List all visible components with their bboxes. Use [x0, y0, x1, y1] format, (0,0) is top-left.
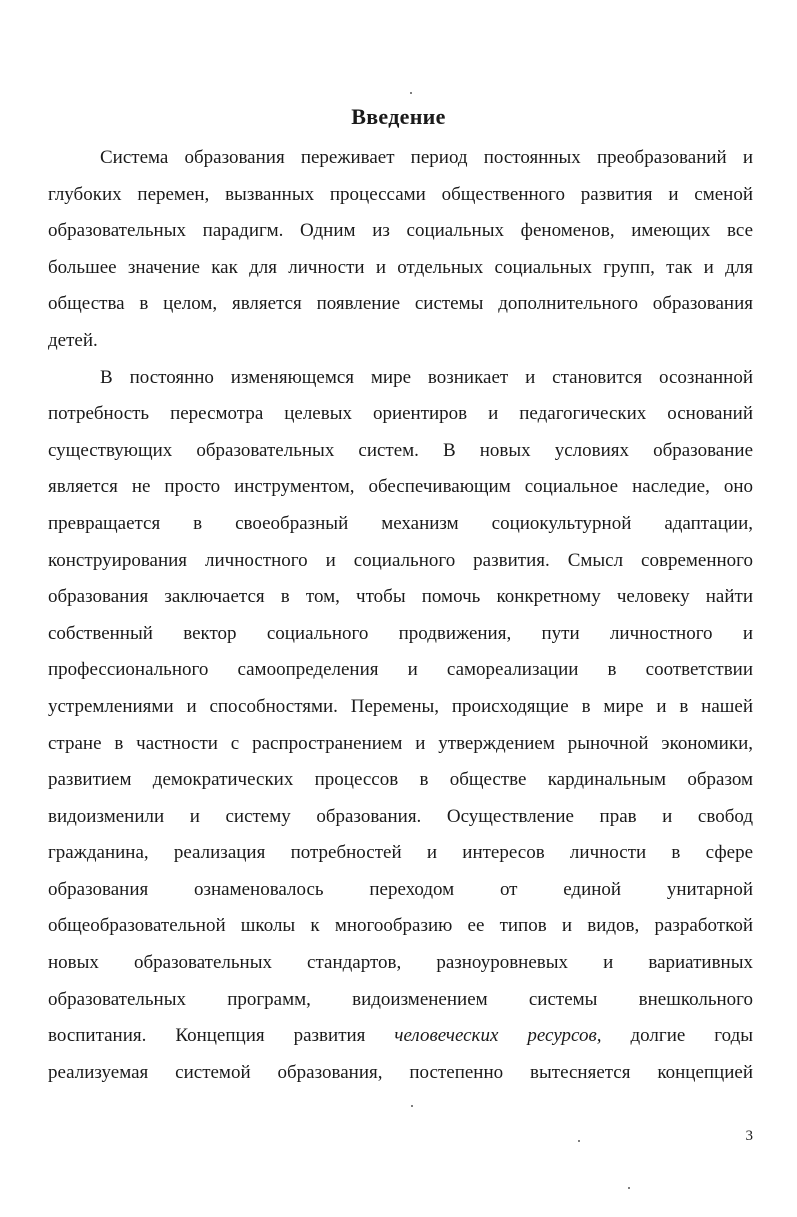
text-line: детей.: [48, 329, 98, 351]
scan-speck: [410, 92, 412, 94]
body-text: [48, 140, 753, 1091]
text-line: глубоких перемен, вызванных процессами общественного развития и сменой: [48, 183, 753, 205]
text-line: превращается в своеобразный механизм социокультурной адаптации,: [48, 512, 753, 534]
text-line-with-emphasis: [48, 1018, 753, 1055]
text-line: устремлениями и способностями. Перемены, происходящие в мире и в нашей: [48, 695, 753, 717]
text-line: профессионального самоопределения и самореализации в соответствии: [48, 659, 753, 681]
text-line: видоизменили и систему образования. Осуществление прав и свобод: [48, 805, 753, 827]
text-line: образования ознаменовалось переходом от единой унитарной: [48, 878, 753, 900]
text-line: новых образовательных стандартов, разноуровневых и вариативных: [48, 952, 753, 974]
text-line: потребность пересмотра целевых ориентиров и педагогических оснований: [48, 403, 753, 425]
text-line: общеобразовательной школы к многообразию ее типов и видов, разработкой: [48, 915, 753, 937]
scan-speck: [628, 1187, 630, 1189]
text-line: существующих образовательных систем. В новых условиях образование: [48, 439, 753, 461]
page-title: Введение: [351, 104, 446, 129]
text-run: долгие годы: [601, 1025, 754, 1047]
text-line: большее значение как для личности и отдельных социальных групп, так и для: [48, 256, 753, 278]
text-line: Система образования переживает период постоянных преобразований и: [100, 147, 753, 168]
page-number: 3: [745, 1128, 753, 1144]
scan-speck: [411, 1105, 413, 1107]
text-line: В постоянно изменяющемся мире возникает и становится осознанной: [100, 366, 753, 388]
text-line: гражданина, реализация потребностей и интересов личности в сфере: [48, 842, 753, 864]
text-line: конструирования личностного и социального развития. Смысл современного: [48, 549, 753, 571]
text-line: собственный вектор социального продвижения, пути личностного и: [48, 622, 753, 644]
text-run: воспитания. Концепция развития: [48, 1025, 395, 1047]
text-line: реализуемая системой образования, постепенно вытесняется концепцией: [48, 1061, 753, 1083]
text-line: стране в частности с распространением и утверждением рыночной экономики,: [48, 732, 753, 754]
text-line: развитием демократических процессов в обществе кардинальным образом: [48, 769, 753, 791]
scan-speck: [578, 1140, 580, 1142]
emphasized-term: человеческих ресурсов,: [394, 1025, 602, 1047]
text-line: образовательных парадигм. Одним из социальных феноменов, имеющих все: [48, 220, 753, 242]
text-line: общества в целом, является появление системы дополнительного образования: [48, 293, 753, 315]
text-line: является не просто инструментом, обеспечивающим социальное наследие, оно: [48, 476, 753, 498]
text-line: образования заключается в том, чтобы помочь конкретному человеку найти: [48, 586, 753, 608]
text-line: образовательных программ, видоизменением системы внешкольного: [48, 988, 753, 1010]
